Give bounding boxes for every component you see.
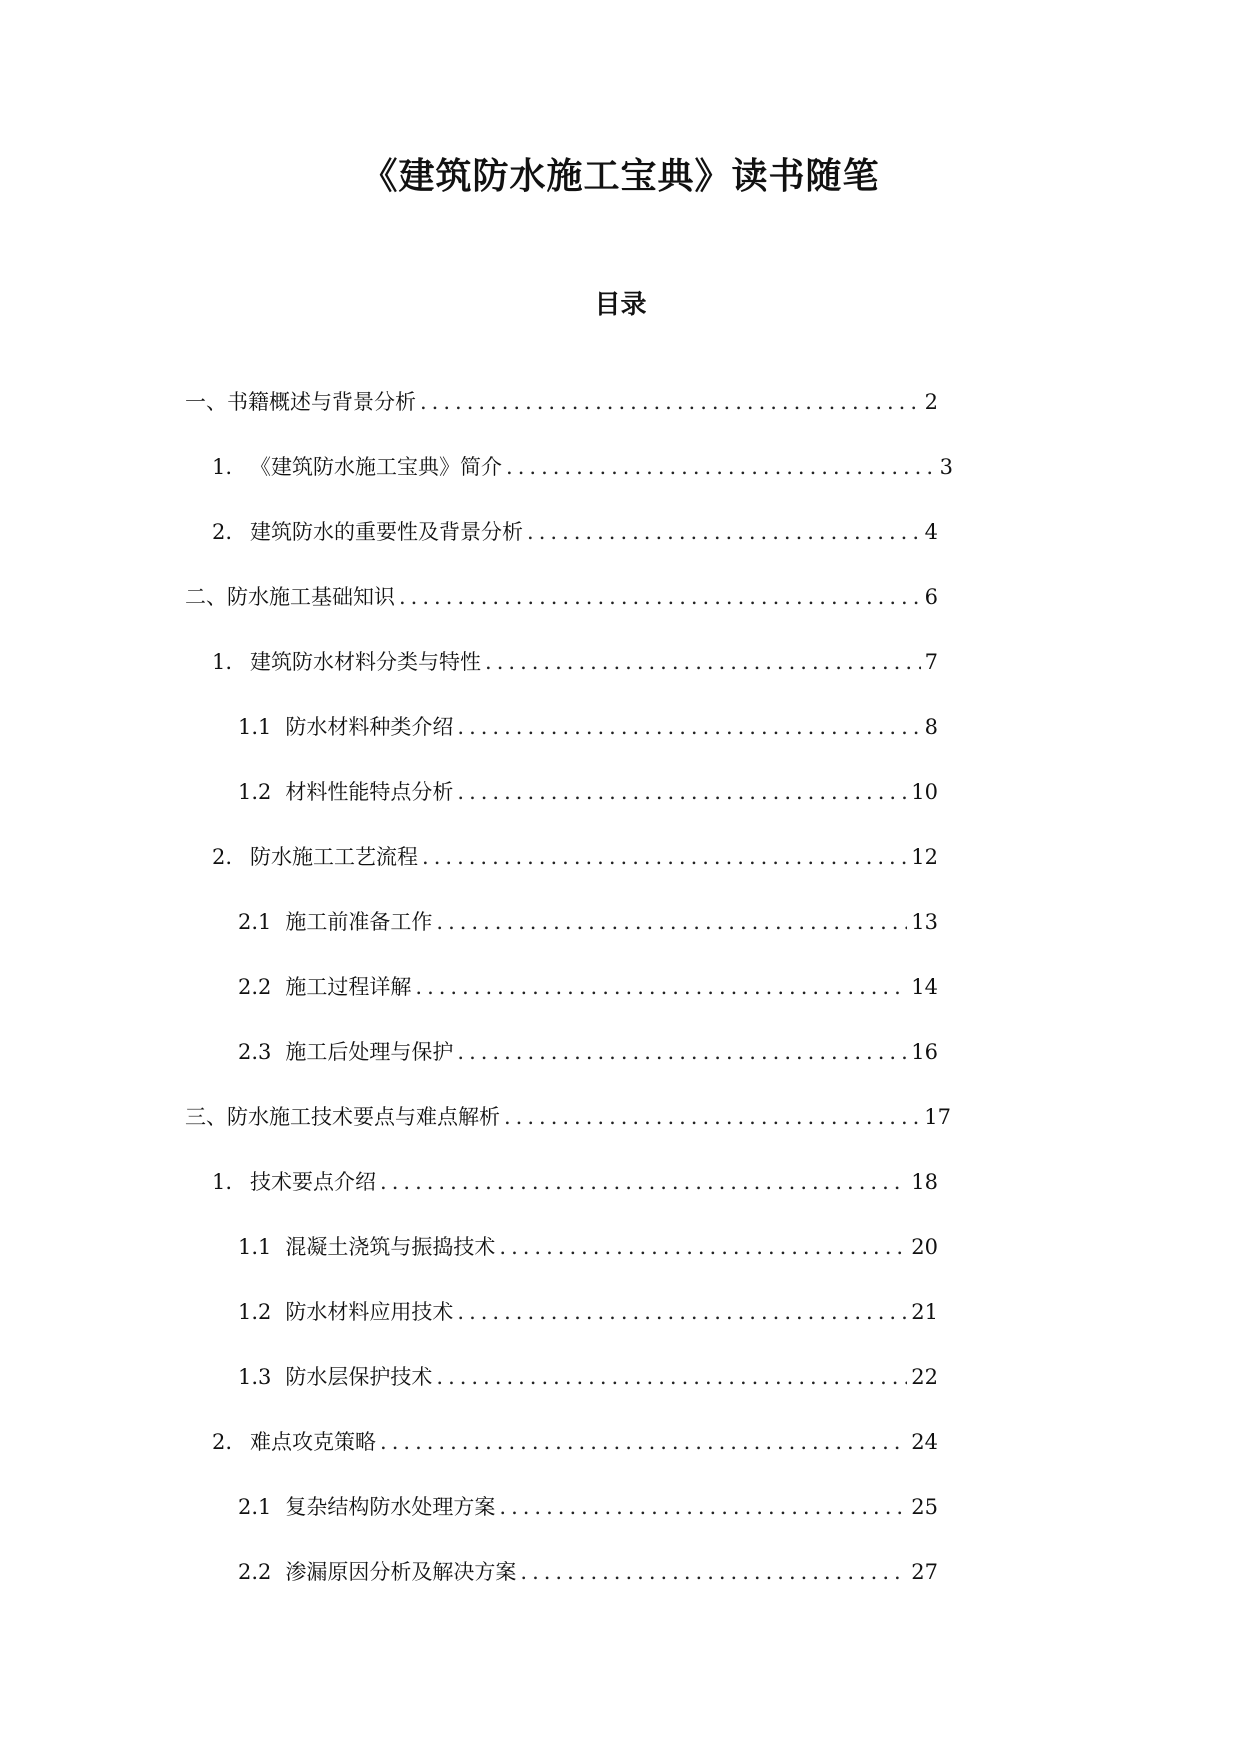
toc-entry-label: 施工过程详解 xyxy=(285,975,412,999)
toc-entry-number: 2.1 xyxy=(238,910,272,934)
toc-entry-page: 8 xyxy=(924,715,938,739)
toc-entry-page: 25 xyxy=(911,1495,938,1519)
toc-entry-number: 1. xyxy=(212,1170,233,1194)
toc-entry-number: 三、 xyxy=(185,1105,227,1129)
toc-entry-label: 技术要点介绍 xyxy=(250,1170,377,1194)
toc-entry[interactable] xyxy=(238,1361,938,1393)
toc-dot-leader xyxy=(506,451,936,483)
toc-entry-label: 建筑防水材料分类与特性 xyxy=(250,650,482,674)
toc-entry-number: 2.3 xyxy=(238,1040,272,1064)
toc-entry[interactable] xyxy=(238,1296,938,1328)
toc-entry-number: 2. xyxy=(212,520,233,544)
toc-entry[interactable] xyxy=(238,776,938,808)
toc-entry-page: 13 xyxy=(911,910,938,934)
toc-entry-page: 27 xyxy=(911,1560,938,1584)
toc-entry-number: 1. xyxy=(212,455,233,479)
toc-entry[interactable] xyxy=(212,646,938,678)
toc-entry[interactable] xyxy=(185,1101,951,1133)
toc-dot-leader xyxy=(485,646,921,678)
toc-entry-page: 17 xyxy=(924,1105,951,1129)
toc-entry-page: 6 xyxy=(924,585,938,609)
toc-entry-label: 建筑防水的重要性及背景分析 xyxy=(250,520,524,544)
toc-entry-page: 10 xyxy=(911,780,938,804)
toc-entry-label: 复杂结构防水处理方案 xyxy=(285,1495,496,1519)
toc-dot-leader xyxy=(420,386,921,418)
toc-entry-page: 12 xyxy=(911,845,938,869)
toc-entry[interactable] xyxy=(212,1166,938,1198)
toc-entry-number: 1. xyxy=(212,650,233,674)
toc-entry-page: 24 xyxy=(911,1430,938,1454)
toc-entry[interactable] xyxy=(238,971,938,1003)
toc-entry-page: 22 xyxy=(911,1365,938,1389)
toc-entry-label: 防水施工技术要点与难点解析 xyxy=(227,1105,500,1129)
toc-entry[interactable] xyxy=(238,1231,938,1263)
toc-entry-number: 1.1 xyxy=(238,715,272,739)
toc-entry-label: 材料性能特点分析 xyxy=(285,780,454,804)
toc-dot-leader xyxy=(499,1231,907,1263)
toc-dot-leader xyxy=(380,1166,907,1198)
toc-entry-number: 2.2 xyxy=(238,1560,272,1584)
toc-entry-page: 3 xyxy=(939,455,953,479)
toc-entry[interactable] xyxy=(238,711,938,743)
toc-entry-label: 难点攻克策略 xyxy=(250,1430,377,1454)
toc-dot-leader xyxy=(527,516,921,548)
toc-entry-page: 7 xyxy=(924,650,938,674)
toc-entry-page: 14 xyxy=(911,975,938,999)
toc-entry-number: 二、 xyxy=(185,585,227,609)
toc-entry-number: 1.2 xyxy=(238,1300,272,1324)
toc-entry-number: 1.3 xyxy=(238,1365,272,1389)
toc-entry-label: 防水层保护技术 xyxy=(285,1365,433,1389)
toc-entry-label: 渗漏原因分析及解决方案 xyxy=(285,1560,517,1584)
toc-dot-leader xyxy=(422,841,907,873)
toc-dot-leader xyxy=(457,1296,907,1328)
toc-entry-page: 20 xyxy=(911,1235,938,1259)
toc-entry[interactable] xyxy=(238,1036,938,1068)
document-title: 《建筑防水施工宝典》读书随笔 xyxy=(361,155,880,197)
toc-entry-label: 防水材料应用技术 xyxy=(285,1300,454,1324)
toc-entry[interactable] xyxy=(238,1556,938,1588)
toc-dot-leader xyxy=(499,1491,907,1523)
toc-entry-label: 防水施工基础知识 xyxy=(227,585,395,609)
toc-dot-leader xyxy=(436,906,907,938)
toc-entry-number: 1.2 xyxy=(238,780,272,804)
toc-entry-number: 2.1 xyxy=(238,1495,272,1519)
toc-entry[interactable] xyxy=(212,516,938,548)
toc-entry[interactable] xyxy=(238,1491,938,1523)
toc-entry-label: 防水施工工艺流程 xyxy=(250,845,419,869)
toc-dot-leader xyxy=(520,1556,907,1588)
toc-entry-number: 2.2 xyxy=(238,975,272,999)
toc-dot-leader xyxy=(457,1036,907,1068)
toc-entry[interactable] xyxy=(212,451,953,483)
toc-entry-number: 2. xyxy=(212,845,233,869)
toc-entry[interactable] xyxy=(185,386,938,418)
toc-entry[interactable] xyxy=(212,841,938,873)
toc-entry[interactable] xyxy=(238,906,938,938)
toc-entry-page: 21 xyxy=(911,1300,938,1324)
toc-dot-leader xyxy=(399,581,921,613)
toc-entry-page: 18 xyxy=(911,1170,938,1194)
toc-entry-label: 《建筑防水施工宝典》简介 xyxy=(250,455,503,479)
toc-dot-leader xyxy=(504,1101,920,1133)
toc-entry-label: 施工后处理与保护 xyxy=(285,1040,454,1064)
toc-dot-leader xyxy=(436,1361,907,1393)
toc-entry-page: 16 xyxy=(911,1040,938,1064)
toc-entry-label: 混凝土浇筑与振捣技术 xyxy=(285,1235,496,1259)
toc-entry-number: 一、 xyxy=(185,390,227,414)
toc-entry-number: 1.1 xyxy=(238,1235,272,1259)
toc-heading: 目录 xyxy=(594,290,647,320)
toc-entry-number: 2. xyxy=(212,1430,233,1454)
toc-dot-leader xyxy=(380,1426,907,1458)
toc-entry-label: 防水材料种类介绍 xyxy=(285,715,454,739)
toc-dot-leader xyxy=(415,971,907,1003)
toc-entry[interactable] xyxy=(212,1426,938,1458)
toc-dot-leader xyxy=(457,776,907,808)
toc-dot-leader xyxy=(457,711,920,743)
toc-entry-page: 4 xyxy=(924,520,938,544)
toc-entry-page: 2 xyxy=(924,390,938,414)
toc-entry-label: 施工前准备工作 xyxy=(285,910,433,934)
toc-entry-label: 书籍概述与背景分析 xyxy=(227,390,416,414)
toc-entry[interactable] xyxy=(185,581,938,613)
